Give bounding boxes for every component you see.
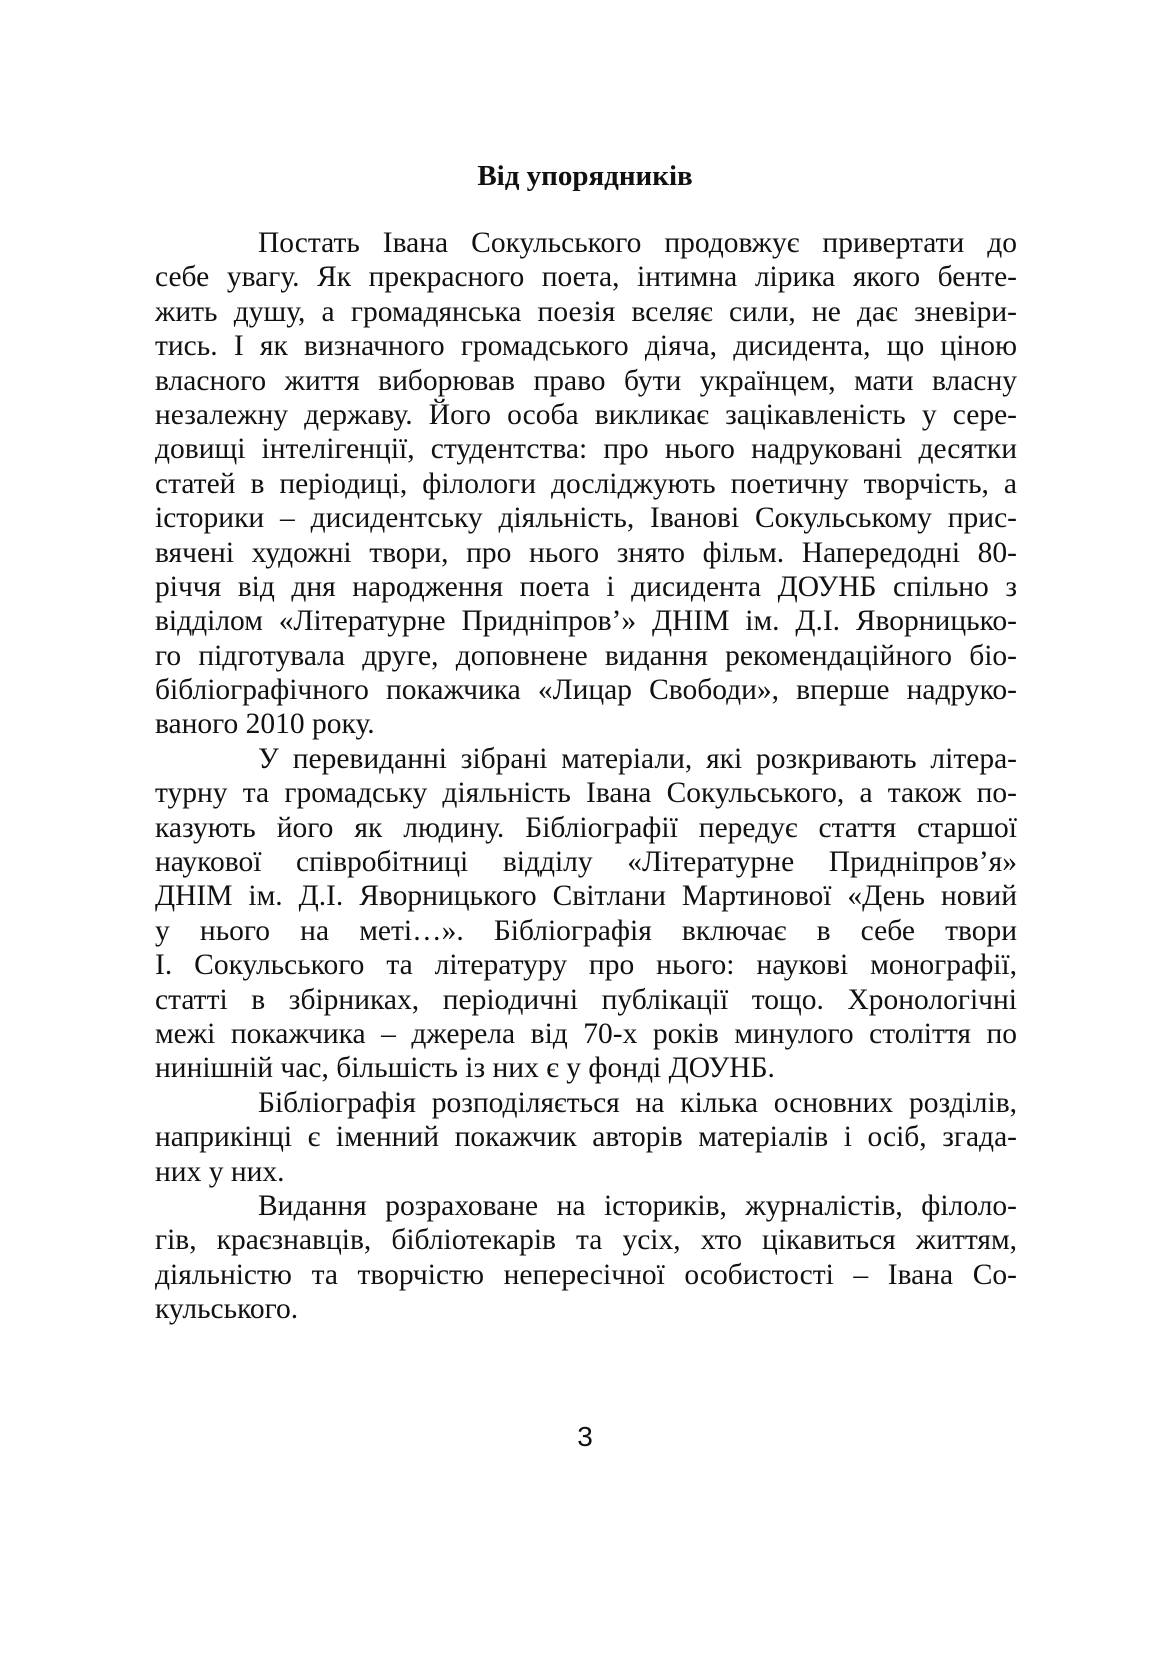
text-line: наприкінці є іменний покажчик авторів матеріалів і осіб, згада- — [155, 1121, 1017, 1154]
text-line: історики – дисидентську діяльність, Іванові Сокульському прис- — [155, 502, 1017, 535]
text-line: незалежну державу. Його особа викликає зацікавленість у сере- — [155, 398, 1017, 431]
section-title: Від упорядників — [477, 160, 693, 192]
text-line: бібліографічного покажчика «Лицар Свободи», вперше надруко- — [155, 674, 1017, 707]
text-line: ваного 2010 року. — [155, 708, 375, 741]
text-line: гів, краєзнавців, бібліотекарів та усіх, хто цікавиться життям, — [155, 1224, 1017, 1257]
text-line: Бібліографія розподіляється на кілька основних розділів, — [258, 1086, 1017, 1119]
text-line: межі покажчика – джерела від 70-х років минулого століття по — [155, 1017, 1017, 1050]
text-line: вячені художні твори, про нього знято фільм. Напередодні 80- — [155, 536, 1017, 569]
text-line: І. Сокульського та літературу про нього: наукові монографії, — [155, 949, 1017, 982]
body-text — [155, 226, 1017, 1327]
text-line: наукової співробітниці відділу «Літературне Придніпров’я» — [155, 846, 1017, 879]
text-line: турну та громадську діяльність Івана Сокульського, а також по- — [155, 777, 1017, 810]
paragraph — [155, 1086, 1017, 1189]
text-line: тись. І як визначного громадського діяча, дисидента, що ціною — [155, 330, 1017, 363]
text-line: го підготувала друге, доповнене видання рекомендаційного біо- — [155, 639, 1017, 672]
text-line: Постать Івана Сокульського продовжує привертати до — [258, 227, 1017, 259]
text-line: себе увагу. Як прекрасного поета, інтимна лірика якого бенте- — [155, 261, 1017, 294]
paragraph — [155, 742, 1017, 1086]
text-line: У перевиданні зібрані матеріали, які розкривають літера- — [258, 742, 1017, 775]
text-line: нинішній час, більшість із них є у фонді ДОУНБ. — [155, 1052, 775, 1085]
text-line: відділом «Літературне Придніпров’» ДНІМ ім. Д.І. Яворницько- — [155, 605, 1017, 638]
text-line: власного життя виборював право бути українцем, мати власну — [155, 364, 1017, 397]
text-line: казують його як людину. Бібліографії передує стаття старшої — [155, 811, 1017, 844]
text-line: статей в періодиці, філологи досліджують поетичну творчість, а — [155, 467, 1017, 500]
page-number: 3 — [577, 1421, 593, 1452]
text-line: них у них. — [155, 1155, 285, 1188]
text-line: довищі інтелігенції, студентства: про нього надруковані десятки — [155, 433, 1017, 466]
paragraph — [155, 1189, 1017, 1327]
paragraph — [155, 226, 1017, 742]
text-line: діяльністю та творчістю непересічної особистості – Івана Со- — [155, 1258, 1017, 1291]
text-line: жить душу, а громадянська поезія вселяє сили, не дає зневіри- — [155, 295, 1017, 328]
text-line: у нього на меті…». Бібліографія включає в себе твори — [155, 914, 1017, 947]
text-line: річчя від дня народження поета і дисидента ДОУНБ спільно з — [155, 570, 1017, 603]
text-line: ДНІМ ім. Д.І. Яворницького Світлани Мартинової «День новий — [155, 880, 1017, 913]
text-line: кульського. — [155, 1293, 299, 1326]
text-line: Видання розраховане на істориків, журналістів, філоло- — [258, 1189, 1017, 1222]
text-line: статті в збірниках, періодичні публікації тощо. Хронологічні — [155, 983, 1017, 1016]
